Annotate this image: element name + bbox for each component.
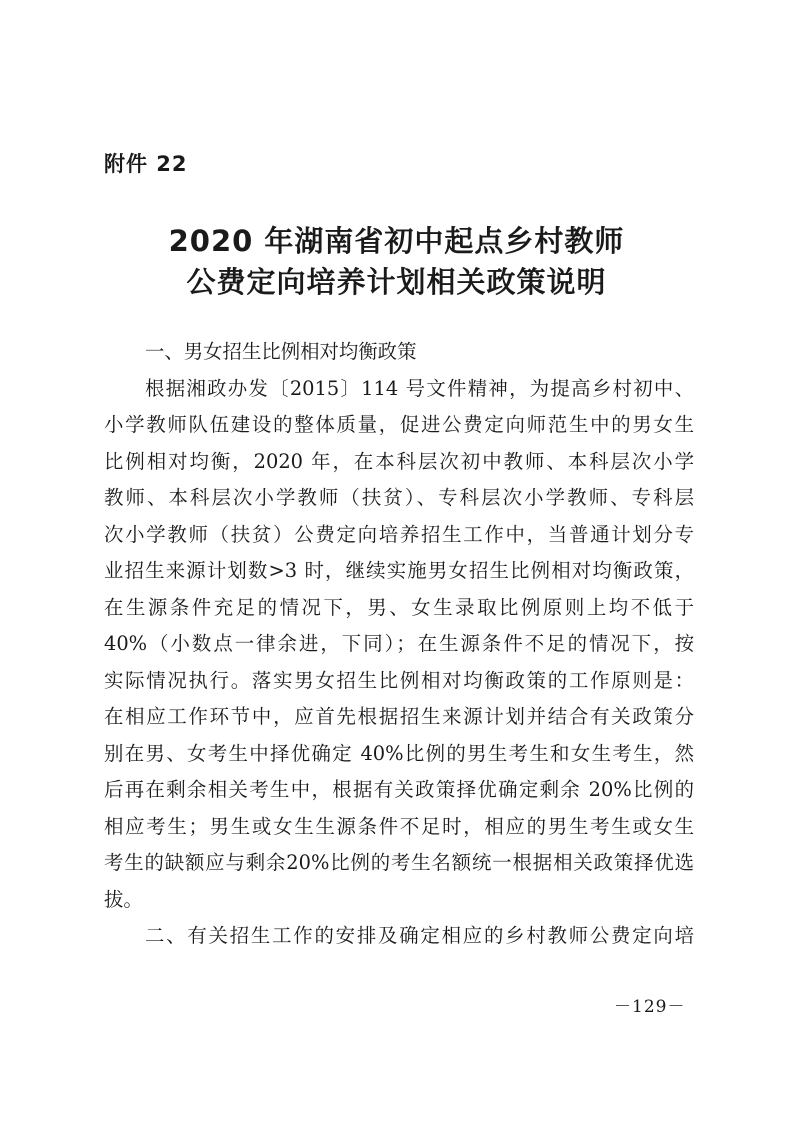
paragraph-line: 次小学教师（扶贫）公费定向培养招生工作中，当普通计划分专 bbox=[104, 522, 694, 546]
page-number: －129－ bbox=[614, 997, 686, 1017]
paragraph-line: 实际情况执行。落实男女招生比例相对均衡政策的工作原则是： bbox=[104, 668, 694, 692]
section-heading-2: 二、有关招生工作的安排及确定相应的乡村教师公费定向培 bbox=[145, 924, 694, 947]
paragraph-line: 考生的缺额应与剩余20%比例的考生名额统一根据相关政策择优选 bbox=[104, 851, 694, 874]
paragraph-line: 40%（小数点一律余进，下同）；在生源条件不足的情况下，按 bbox=[104, 632, 694, 655]
title-line-2: 公费定向培养计划相关政策说明 bbox=[186, 265, 607, 299]
body-text bbox=[104, 334, 694, 955]
paragraph-line-last: 拔。 bbox=[104, 887, 143, 911]
paragraph-line: 业招生来源计划数>3 时，继续实施男女招生比例相对均衡政策， bbox=[104, 559, 694, 582]
paragraph-line: 比例相对均衡，2020 年，在本科层次初中教师、本科层次小学 bbox=[104, 449, 694, 473]
attachment-label: 附件 22 bbox=[104, 152, 188, 176]
paragraph-line: 别在男、女考生中择优确定 40%比例的男生考生和女生考生，然 bbox=[104, 741, 694, 765]
paragraph-line: 教师、本科层次小学教师（扶贫）、专科层次小学教师、专科层 bbox=[104, 486, 694, 509]
section-heading-1: 一、男女招生比例相对均衡政策 bbox=[145, 340, 417, 363]
paragraph-line: 根据湘政办发〔2015〕114 号文件精神，为提高乡村初中、 bbox=[145, 376, 694, 400]
paragraph-line: 相应考生；男生或女生生源条件不足时，相应的男生考生或女生 bbox=[104, 814, 694, 838]
paragraph-line: 小学教师队伍建设的整体质量，促进公费定向师范生中的男女生 bbox=[104, 413, 694, 436]
paragraph-line: 在生源条件充足的情况下，男、女生录取比例原则上均不低于 bbox=[104, 595, 694, 619]
title-line-1: 2020 年湖南省初中起点乡村教师 bbox=[168, 224, 625, 258]
paragraph-line: 后再在剩余相关考生中，根据有关政策择优确定剩余 20%比例的 bbox=[104, 778, 694, 801]
paragraph-line: 在相应工作环节中，应首先根据招生来源计划并结合有关政策分 bbox=[104, 705, 694, 728]
